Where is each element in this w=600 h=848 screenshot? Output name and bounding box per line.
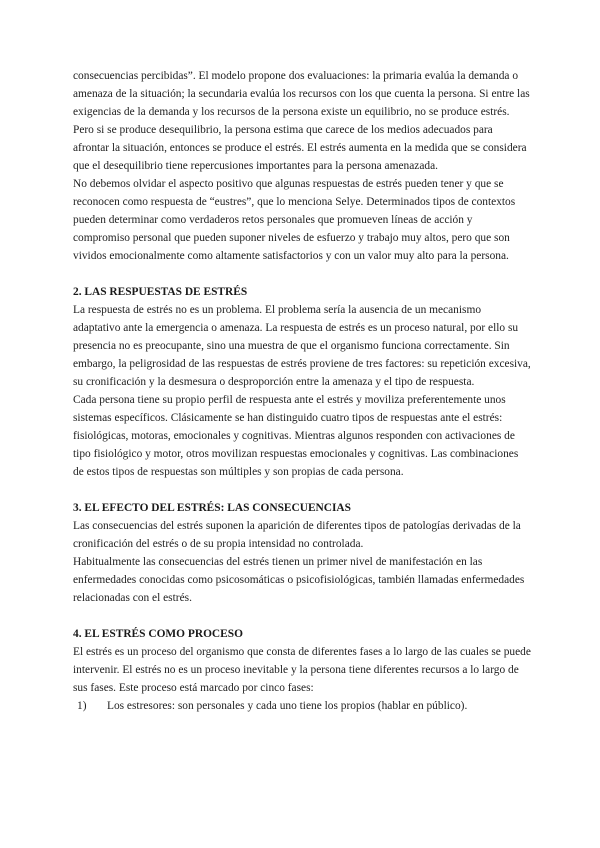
- document-body: [73, 67, 531, 715]
- section-4-heading: 4. EL ESTRÉS COMO PROCESO: [73, 628, 243, 640]
- list-item-text: Los estresores: son personales y cada uno tiene los propios (hablar en público).: [107, 700, 468, 712]
- list-item: [73, 697, 531, 715]
- section-4-paragraph-1: El estrés es un proceso del organismo que consta de diferentes fases a lo largo de las cuales se puede intervenir. El estrés no es un proceso inevitable y la persona tiene diferentes recursos a lo largo de sus fases. Este proceso está marcado por cinco fases:: [73, 646, 531, 694]
- phases-list: [73, 697, 531, 715]
- section-2-paragraph-2: Cada persona tiene su propio perfil de respuesta ante el estrés y moviliza preferentemente unos sistemas específicos. Clásicamente se han distinguido cuatro tipos de respuestas ante el estrés: fisiológicas, motoras, emocionales y cognitivas. Mientras algunos responden con activaciones de tipo fisiológico y motor, otros movilizan respuestas emocionales y cognitivas. Las combinaciones de estos tipos de respuestas son múltiples y son propias de cada persona.: [73, 394, 519, 478]
- section-3-heading: 3. EL EFECTO DEL ESTRÉS: LAS CONSECUENCIAS: [73, 502, 351, 514]
- section-2-paragraph-1: La respuesta de estrés no es un problema. El problema sería la ausencia de un mecanismo adaptativo ante la emergencia o amenaza. La respuesta de estrés es un proceso natural, por ello su presencia no es preocupante, sino una muestra de que el organismo funciona correctamente. Sin embargo, la peligrosidad de las respuestas de estrés proviene de tres factores: su repetición excesiva, su cronificación y la desmesura o desproporción entre la amenaza y el tipo de respuesta.: [73, 304, 531, 388]
- section-3-paragraph-2: Habitualmente las consecuencias del estrés tienen un primer nivel de manifestación en las enfermedades conocidas como psicosomáticas o psicofisiológicas, también llamadas enfermedades relacionadas con el estrés.: [73, 556, 525, 604]
- intro-paragraph-1: consecuencias percibidas”. El modelo propone dos evaluaciones: la primaria evalúa la demanda o amenaza de la situación; la secundaria evalúa los recursos con los que cuenta la persona. Si entre las exigencias de la demanda y los recursos de la persona existe un equilibrio, no se produce estrés. Pero si se produce desequilibrio, la persona estima que carece de los medios adecuados para afrontar la situación, entonces se produce el estrés. El estrés aumenta en la medida que se considera que el desequilibrio tiene repercusiones importantes para la persona amenazada.: [73, 70, 530, 172]
- list-item-marker: 1): [77, 700, 87, 712]
- intro-paragraph-2: No debemos olvidar el aspecto positivo que algunas respuestas de estrés pueden tener y que se reconocen como respuesta de “eustres”, que lo menciona Selye. Determinados tipos de contextos pueden determinar como verdaderos retos personales que promueven líneas de acción y compromiso personal que pueden suponer niveles de esfuerzo y trabajo muy altos, pero que son vividos emocionalmente como altamente satisfactorios y con un valor muy alto para la persona.: [73, 178, 516, 262]
- section-3-paragraph-1: Las consecuencias del estrés suponen la aparición de diferentes tipos de patologías derivadas de la cronificación del estrés o de su propia intensidad no controlada.: [73, 520, 521, 550]
- section-2-heading: 2. LAS RESPUESTAS DE ESTRÉS: [73, 286, 248, 298]
